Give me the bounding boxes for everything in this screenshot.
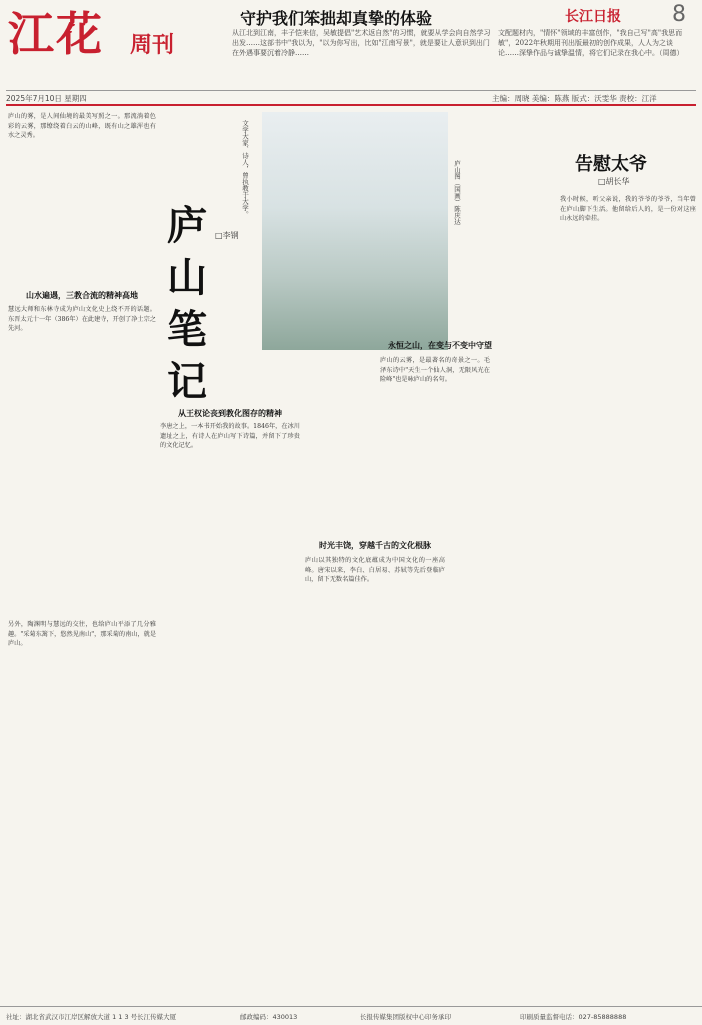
- article-author: □李钢: [215, 231, 239, 240]
- article-text-5: 庐山以其独特的文化底蕴成为中国文化的一座高峰。唐宋以来，李白、白居易、苏轼等先后登临庐山，留下无数名篇佳作。: [305, 557, 445, 584]
- top-rule: [6, 90, 696, 91]
- landscape-painting: [262, 112, 448, 350]
- feature-headline: 守护我们笨拙却真挚的体验: [240, 9, 433, 28]
- article-text-6: 庐山的云雾，是最著名的奇景之一。毛泽东诗中"天生一个仙人洞，无限风光在险峰"也是咏庐山的名句。: [380, 357, 490, 384]
- footer-hotline: 印刷质量监督电话：027-85888888: [520, 1013, 627, 1021]
- masthead-subtitle: 周刊: [130, 33, 175, 58]
- masthead-logo: 江花: [8, 7, 104, 61]
- essay-text: 我小时候，听父亲说，我的爷爷的爷爷，当年曾在庐山脚下生活。他留给后人的，是一份对这座山永远的牵挂。: [560, 196, 696, 223]
- section-title-4: 永恒之山，在变与不变中守望: [388, 340, 492, 350]
- article-text-1: 庐山的雾，是人间仙境的最美写照之一。那流淌着色彩的云雾，那缭绕着白云的山峰，既有山之雄浑也有水之灵秀。: [8, 113, 156, 140]
- section-title-2: 从王权论丧到教化图存的精神: [178, 408, 282, 418]
- essay-author: □胡长华: [598, 177, 630, 186]
- article-title: 庐山笔记: [167, 202, 207, 405]
- editor-credits: 主编：周晓 美编：陈燕 版式：沃雯华 责校：江洋: [492, 94, 657, 103]
- article-text-4: 李唐之上，一本书开始我的故事。1846年，在冰川遗址之上，有诗人在庐山写下诗篇，并留下了珍贵的文化记忆。: [160, 423, 300, 450]
- footer: [0, 1006, 702, 1025]
- section-title-3: 时光丰饶，穿越千古的文化根脉: [319, 540, 431, 550]
- section-title-1: 山水遍遇，三教合流的精神高地: [26, 290, 138, 300]
- dateline: 2025年7月10日 星期四: [6, 94, 87, 103]
- author-bio: 文学大家、诗人，曾执教于大学。: [241, 120, 249, 218]
- article-text-2: 慧远大师和东林寺成为庐山文化史上绕不开的话题。东晋太元十一年（386年）在此建寺，开创了净土宗之先河。: [8, 306, 156, 333]
- painting-caption: 庐山图（国画）陈庆达: [453, 160, 461, 225]
- footer-printer: 长报传媒集团版权中心印务承印: [360, 1013, 451, 1021]
- intro-left: 从江北到江南，丰子恺来信，吴敏提倡"艺术返自然"的习惯，就要从学会向自然学习出发……这部书中"我以为，"以为你写出，比如"江南写景"，就是要让人意识到出门在外遇事要沉着冷静……: [232, 29, 491, 57]
- paper-name: 长江日报: [565, 9, 621, 25]
- header-rule: [6, 104, 696, 106]
- footer-address: 社址：湖北省武汉市江岸区解放大道 1 1 3 号长江传媒大厦: [6, 1013, 177, 1021]
- article-text-3: 另外，陶渊明与慧远的交往，也给庐山平添了几分雅趣。"采菊东篱下，悠然见南山"，那采菊的南山，就是庐山。: [8, 621, 156, 648]
- footer-postcode: 邮政编码：430013: [240, 1013, 298, 1021]
- essay-title: 告慰太爷: [575, 154, 647, 175]
- intro-right: 文配题材内，"情怀"领域的丰富创作，"我自己写"高"我思而敏"，2022年秋期用刊出版最初的创作成果，人人为之谈论……深挚作品与诚挚温情，将它们记录在我心中。（周德）: [498, 29, 684, 57]
- page-number: 8: [672, 2, 686, 27]
